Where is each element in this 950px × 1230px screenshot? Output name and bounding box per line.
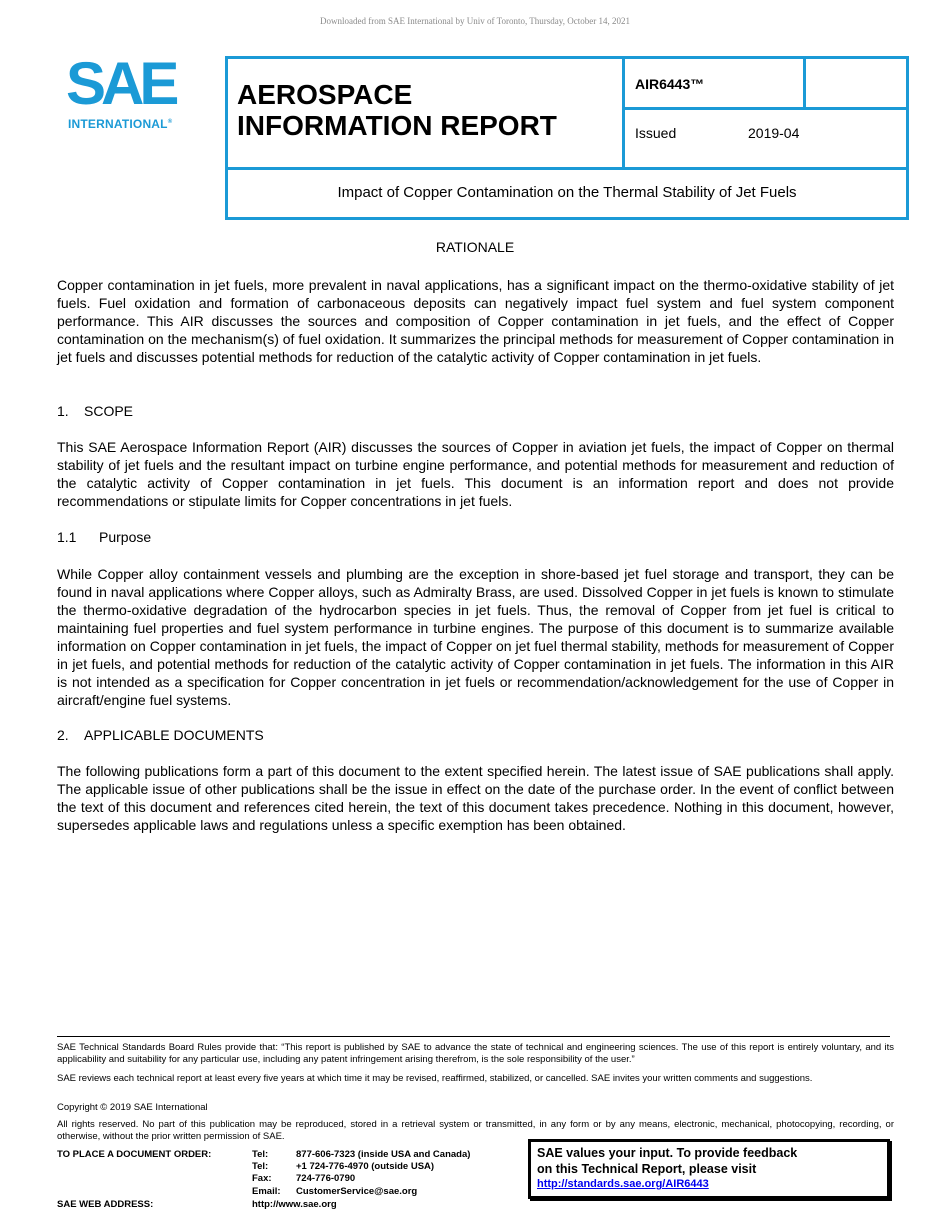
phone-intl[interactable]: +1 724-776-4970 (outside USA) [296, 1161, 435, 1173]
rationale-text: Copper contamination in jet fuels, more prevalent in naval applications, has a significant impact on the thermo-oxidative stability of jet fuels. Fuel oxidation and formation of carbonaceous deposits can negatively impact fuel system and fuel system component performance. This AIR discusses the sources and composition of Copper contamination in jet fuels, and the effect of Copper contamination on the mechanism(s) of fuel oxidation. It summarizes the principal methods for measurement of Copper contamination in jet fuels and discusses potential methods for reduction of the catalytic activity of Copper contamination in jet fuels. [57, 277, 894, 365]
logo-subtitle: INTERNATIONAL® [68, 117, 173, 131]
empty-cell [806, 59, 906, 110]
review-text: SAE reviews each technical report at least every five years at which time it may be revised, reaffirmed, stabilized, or cancelled. SAE invites your written comments and suggestions. [57, 1073, 813, 1084]
order-label: TO PLACE A DOCUMENT ORDER: [57, 1149, 212, 1160]
feedback-box [528, 1139, 890, 1199]
title-cell [228, 167, 906, 217]
section-heading-purpose: 1.1 Purpose [57, 529, 152, 545]
web-label: SAE WEB ADDRESS: [57, 1199, 154, 1210]
issued-date: 2019-04 [748, 125, 800, 141]
purpose-text: While Copper alloy containment vessels and plumbing are the exception in shore-based jet fuel storage and transport, they can be found in naval applications where Copper alloys, such as Admiralty Brass, are used. Dissolved Copper in jet fuels is known to stimulate the thermo-oxidative degradation of the hydrocarbon species in jet fuels. Thus, the removal of Copper from jet fuel is critical to maintaining fuel properties and fuel system performance in turbine engines. The purpose of this document is to summarize available information on Copper contamination in jet fuels, the impact of Copper on jet fuel thermal stability, methods for measurement of Copper in jet fuels, and potential methods for reduction of the catalytic activity of Copper contamination in jet fuels. The information in this AIR is not intended as a specification for Copper concentration in jet fuels or recommendation/acknowledgement for the use of Copper in aircraft/engine fuel systems. [57, 566, 894, 708]
logo-letters: SAE [66, 50, 175, 117]
issued-label: Issued [635, 125, 677, 141]
document-title: Impact of Copper Contamination on the Thermal Stability of Jet Fuels [337, 184, 797, 201]
doc-type: AEROSPACE INFORMATION REPORT [237, 79, 557, 141]
copyright-text: Copyright © 2019 SAE International [57, 1102, 208, 1113]
applicable-text: The following publications form a part of this document to the extent specified herein. The latest issue of SAE publications shall apply. The applicable issue of other publications shall be the issue in effect on the date of the purchase order. In the event of conflict between the text of this document and references cited herein, the text of this document takes precedence. Nothing in this document, however, supersedes applicable laws and regulations unless a specific exemption has been obtained. [57, 763, 894, 833]
doc-type-cell [228, 59, 625, 167]
doc-number-cell [625, 59, 806, 110]
rationale-heading: RATIONALE [435, 239, 515, 255]
contact-labels: Tel: Tel: Fax: Email: [252, 1149, 281, 1197]
feedback-text: SAE values your input. To provide feedback on this Technical Report, please visit [537, 1146, 798, 1176]
footer-divider [57, 1036, 890, 1037]
scope-text: This SAE Aerospace Information Report (AIR) discusses the sources of Copper in aviation jet fuels, the impact of Copper on thermal stability of jet fuels and the resultant impact on turbine engine performance, and potential methods for measurement and reduction of the catalytic activity of Copper contamination in jet fuels. This document is an information report and does not provide recommendations or stipulate limits for Copper concentrations in jet fuels. [57, 439, 894, 509]
sae-logo [66, 50, 191, 134]
issued-cell [625, 110, 906, 167]
section-heading-applicable: 2. APPLICABLE DOCUMENTS [57, 727, 264, 743]
phone-us[interactable]: 877-606-7323 (inside USA and Canada) [296, 1149, 471, 1160]
rights-text: All rights reserved. No part of this publication may be reproduced, stored in a retrieval system or transmitted, in any form or by any means, electronic, mechanical, photocopying, recording, or otherwise, without the prior written permission of SAE. [57, 1119, 894, 1142]
web-address-link[interactable]: http://www.sae.org [252, 1199, 337, 1210]
doc-number: AIR6443™ [635, 76, 705, 92]
feedback-link[interactable]: http://standards.sae.org/AIR6443 [537, 1178, 709, 1190]
download-notice: Downloaded from SAE International by Univ of Toronto, Thursday, October 14, 2021 [320, 16, 630, 26]
contact-values [296, 1149, 470, 1198]
board-rules-text: SAE Technical Standards Board Rules provide that: “This report is published by SAE to advance the state of technical and engineering sciences. The use of this report is entirely voluntary, and its applicability and suitability for any particular use, including any patent infringement arising therefrom, is the sole responsibility of the user.” [57, 1042, 894, 1065]
section-heading-scope: 1. SCOPE [57, 403, 134, 419]
email-link[interactable]: CustomerService@sae.org [296, 1185, 418, 1197]
fax: 724-776-0790 [296, 1173, 356, 1185]
document-header [225, 56, 909, 220]
